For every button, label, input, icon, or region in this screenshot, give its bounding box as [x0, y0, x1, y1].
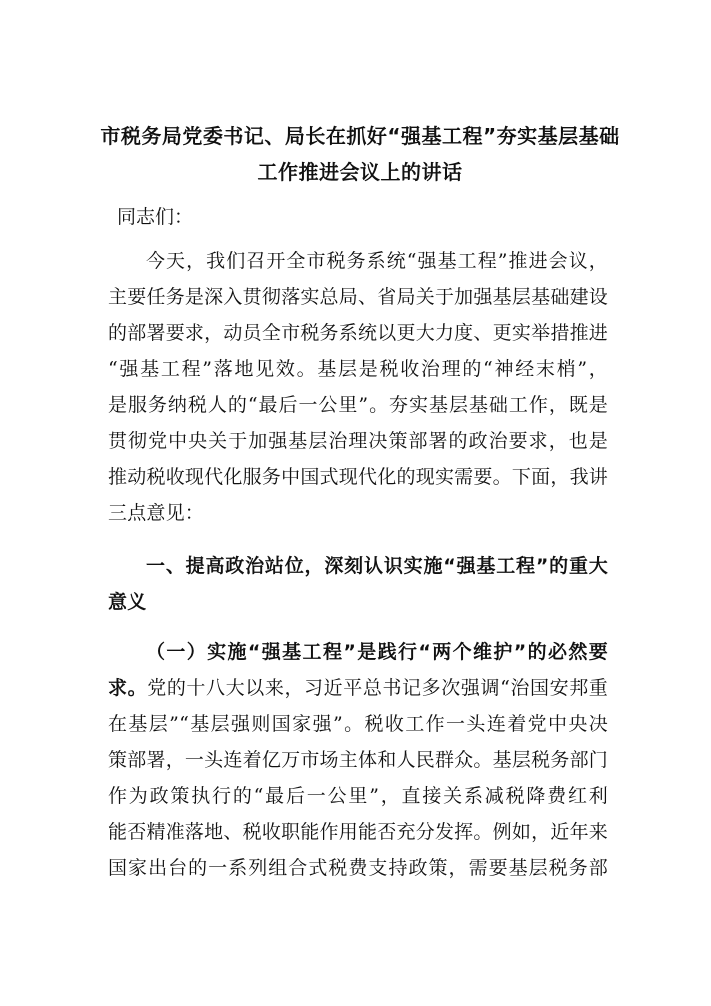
document-title-line-1: 市税务局党委书记、局长在抓好“强基工程”夯实基层基础 — [100, 124, 620, 148]
intro-line-6: 贯彻党中央关于加强基层治理决策部署的政治要求，也是 — [108, 430, 608, 452]
intro-line-8: 三点意见： — [108, 502, 205, 524]
intro-line-7: 推动税收现代化服务中国式现代化的现实需要。下面，我讲 — [108, 466, 608, 488]
subsection-1-heading-end: 求。 — [108, 677, 148, 699]
subsection-1-line-4: 策部署，一头连着亿万市场主体和人民群众。基层税务部门 — [108, 749, 608, 771]
subsection-1-line-2-text: 党的十八大以来，习近平总书记多次强调“治国安邦重 — [147, 677, 609, 699]
subsection-1-line-2 — [108, 675, 608, 701]
intro-line-5: 是服务纳税人的“最后一公里”。夯实基层基础工作，既是 — [108, 394, 608, 416]
intro-line-2: 主要任务是深入贯彻落实总局、省局关于加强基层基础建设 — [108, 286, 608, 308]
subsection-1-line-3: 在基层”“基层强则国家强”。税收工作一头连着党中央决 — [108, 713, 608, 735]
intro-line-4: “强基工程”落地见效。基层是税收治理的“神经末梢”， — [108, 358, 608, 380]
section-1-heading-line-1: 一、提高政治站位，深刻认识实施“强基工程”的重大 — [146, 555, 608, 577]
document-title-line-2: 工作推进会议上的讲话 — [257, 160, 463, 184]
intro-line-3: 的部署要求，动员全市税务系统以更大力度、更实举措推进 — [108, 322, 608, 344]
subsection-1-heading-line-1: （一）实施“强基工程”是践行“两个维护”的必然要 — [146, 641, 608, 663]
salutation: 同志们： — [117, 206, 194, 228]
subsection-1-line-5: 作为政策执行的“最后一公里”，直接关系减税降费红利 — [108, 785, 608, 807]
intro-line-1: 今天，我们召开全市税务系统“强基工程”推进会议， — [146, 250, 608, 272]
section-1-heading-line-2: 意义 — [108, 591, 147, 613]
subsection-1-line-7: 国家出台的一系列组合式税费支持政策，需要基层税务部 — [108, 857, 608, 879]
subsection-1-line-6: 能否精准落地、税收职能作用能否充分发挥。例如，近年来 — [108, 821, 608, 843]
